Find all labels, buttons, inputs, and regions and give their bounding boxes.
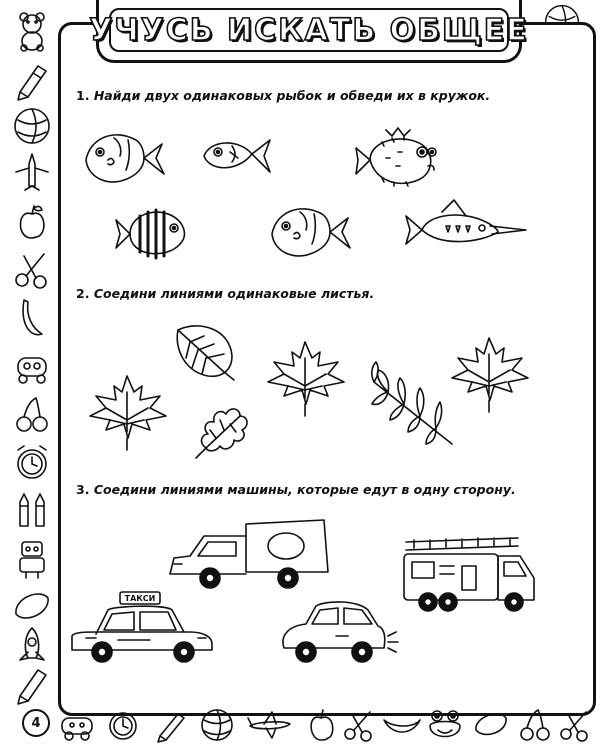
airplane-icon <box>246 706 294 744</box>
task-3 <box>76 482 516 497</box>
task-3-number: 3. <box>76 482 90 497</box>
fish-swordfish <box>402 196 530 258</box>
page-title: УЧУСЬ ИСКАТЬ ОБЩЕЕ <box>89 12 529 48</box>
task-2-text: Соедини линиями одинаковые листья. <box>93 286 375 301</box>
taxi-sign-label: ТАКСИ <box>124 594 156 603</box>
leaf-maple-1 <box>84 372 170 452</box>
leaf-maple-2 <box>262 338 348 418</box>
leaf-oak <box>188 398 258 462</box>
ball-icon <box>10 104 54 148</box>
crayons-icon <box>10 488 54 532</box>
crayon-icon <box>152 706 190 744</box>
task-1 <box>76 88 490 103</box>
title-tab <box>89 0 529 63</box>
scissors-icon <box>556 706 594 744</box>
title-box <box>89 8 529 52</box>
taxi-car <box>66 588 216 668</box>
task-2-number: 2. <box>76 286 90 301</box>
apple-icon <box>302 706 340 744</box>
banana-icon <box>10 296 54 340</box>
teddy-bear-icon <box>10 8 54 52</box>
fish-angelfish-1 <box>78 120 170 194</box>
alarm-clock-icon <box>104 706 142 744</box>
car-icon <box>10 344 54 388</box>
frog-icon <box>426 706 464 744</box>
ball-icon <box>198 706 236 744</box>
fish-pufferfish <box>352 122 448 198</box>
left-decor-strip <box>6 0 58 700</box>
apple-icon <box>10 200 54 244</box>
robot-icon <box>10 536 54 580</box>
cherries-icon <box>516 706 554 744</box>
fire-truck <box>400 526 540 616</box>
crayon-icon <box>10 58 54 102</box>
lemon-icon <box>472 706 510 744</box>
fish-small <box>198 132 276 178</box>
cars-icon <box>58 706 96 744</box>
task-1-number: 1. <box>76 88 90 103</box>
scissors-icon <box>340 706 378 744</box>
cherries-icon <box>10 392 54 436</box>
leaf-linden <box>168 318 240 382</box>
task-3-text: Соедини линиями машины, которые едут в одну сторону. <box>93 482 516 497</box>
task-2 <box>76 286 374 301</box>
scissors-icon <box>10 248 54 292</box>
fish-angelfish-2 <box>264 194 356 268</box>
delivery-truck <box>164 512 334 594</box>
page-number: 4 <box>22 709 50 737</box>
bottom-decor-strip <box>0 700 600 750</box>
small-car <box>276 596 400 668</box>
alarm-clock-icon <box>10 440 54 484</box>
task-1-text: Найди двух одинаковых рыбок и обведи их в кружок. <box>93 88 491 103</box>
banana-icon <box>380 706 424 744</box>
leaf-maple-3 <box>446 334 532 414</box>
fish-striped <box>110 198 200 268</box>
airplane-icon <box>10 150 54 194</box>
lemon-icon <box>10 584 54 628</box>
